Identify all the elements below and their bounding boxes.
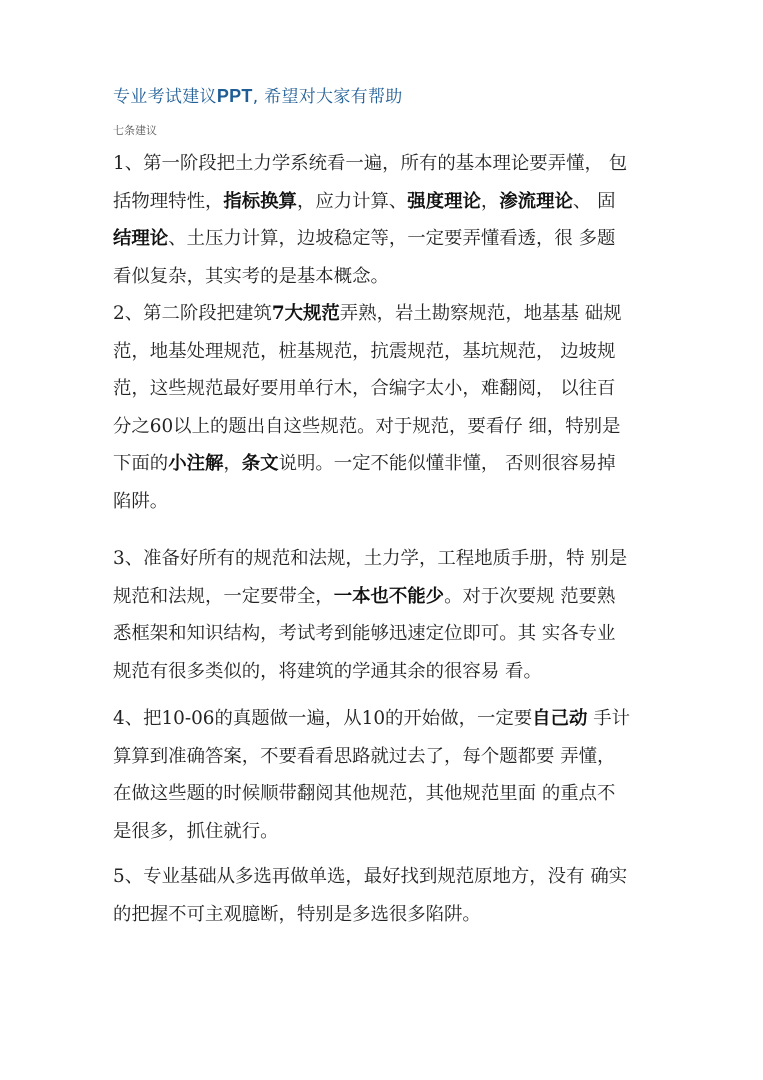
text-run: 弄熟，岩土勘察规范，地基基 础规 [339,303,622,324]
paragraph-2 [113,295,665,521]
bold-text-run: 一本也不能少 [333,585,445,607]
text-run: 3、准备好所有的规范和法规，土力学，工程地质手册，特 别是 [113,548,628,569]
text-line [113,370,665,408]
text-line [113,295,665,333]
text-run: 1、第一阶段把土力学系统看一遍，所有的基本理论要弄懂， 包 [113,153,628,174]
text-run: 范，地基处理规范，桩基规范，抗震规范，基坑规范， 边坡规 [113,340,616,362]
text-line [113,333,665,371]
paragraph-3 [113,540,665,690]
text-run: 看似复杂，其实考的是基本概念。 [113,265,389,287]
title-prefix: 专业考试建议 [113,87,217,107]
text-line [113,445,665,483]
bold-text-run: 渗流理论 [499,190,573,212]
text-line [113,540,665,578]
paragraph-5 [113,858,665,933]
text-line [113,615,665,653]
text-run: 分之60以上的题出自这些规范。对于规范，要看仔 细，特别是 [113,415,621,437]
text-line [113,220,665,258]
bold-text-run: 自己动 [532,708,588,729]
text-line [113,183,665,221]
title-bold: PPT [216,86,253,106]
text-line [113,775,665,813]
text-run: 范，这些规范最好要用单行木，合编字太小，难翻阅， 以往百 [113,378,616,400]
text-line [113,700,665,738]
text-line [113,578,665,616]
bold-text-run: 条文 [241,453,279,475]
paragraph-1 [113,145,665,295]
bold-text-run: 小注解 [168,453,224,475]
text-run: 规范和法规，一定要带全， [113,585,334,607]
text-run: 4、把10-06的真题做一遍，从10的开始做，一定要 [113,708,533,729]
text-run: 括物理特性， [113,190,224,212]
text-run: 陷阱。 [113,490,169,512]
text-run: 的把握不可主观臆断，特别是多选很多陷阱。 [113,903,481,925]
text-run: 是很多，抓住就行。 [113,820,279,842]
text-line [113,858,665,896]
bold-text-run: 结理论 [113,228,169,250]
text-line [113,896,665,934]
text-run: ， [223,453,242,475]
text-run: 说明。一定不能似懂非懂， 否则很容易掉 [278,453,616,475]
text-run: 、 固 [572,190,616,212]
text-line [113,408,665,446]
text-line [113,258,665,296]
bold-text-run: 指标换算 [223,190,297,212]
text-run: 。对于次要规 范要熟 [444,585,616,607]
text-run: 悉框架和知识结构，考试考到能够迅速定位即可。其 实各专业 [113,623,616,645]
text-run: 2、第二阶段把建筑 [113,303,272,324]
text-run: ， [480,190,500,212]
document-subtitle: 七条建议 [113,124,157,137]
text-run: 5、专业基础从多选再做单选，最好找到规范原地方，没有 确实 [113,866,628,887]
title-suffix: , 希望对大家有帮助 [252,87,403,107]
text-line [113,813,665,851]
bold-text-run: 7大规范 [271,303,340,324]
text-run: 、土压力计算，边坡稳定等，一定要弄懂看透，很 多题 [168,228,616,250]
text-line [113,145,665,183]
paragraph-4 [113,700,665,850]
text-line [113,653,665,691]
text-line [113,483,665,521]
text-run: 算算到准确答案，不要看看思路就过去了，每个题都要 弄懂， [113,745,616,767]
text-run: 下面的 [113,453,169,475]
text-run: ，应力计算、 [296,190,408,212]
text-run: 在做这些题的时候顺带翻阅其他规范，其他规范里面 的重点不 [113,783,616,805]
document-title [113,82,403,107]
bold-text-run: 强度理论 [407,190,481,212]
text-line [113,738,665,776]
text-run: 规范有很多类似的，将建筑的学通其余的很容易 看。 [113,660,542,682]
text-run: 手计 [587,708,630,729]
